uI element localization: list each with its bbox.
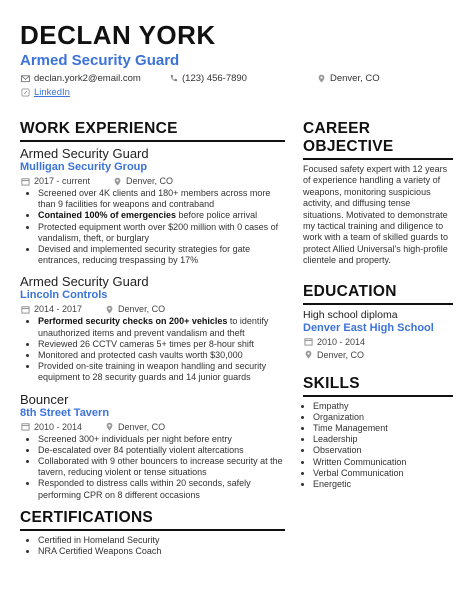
job-bullet [38,222,285,244]
bullet-text: Devised and implemented security strategies for gate entrances, reducing trespassing by 17% [38,244,251,266]
right-column [303,120,453,490]
skills-heading: SKILLS [303,374,360,392]
bullet-bold: Contained 100% of emergencies [38,210,177,221]
location-icon [112,176,122,186]
phone-icon [168,74,178,84]
bullet-text: Protected equipment worth over $200 million with 0 cases of vandalism, theft, or burglary [38,221,279,243]
job-entry [20,146,285,266]
job-bullets [20,434,285,501]
job-bullets [20,188,285,266]
bullet-text: Responded to distress calls within 20 seconds, safely performing CPR on 8 different occasions [38,478,251,500]
career-objective-heading-1: CAREER [303,120,371,137]
location-icon [303,350,313,360]
skill-item: • Observation [313,445,453,456]
link-icon [20,88,30,98]
career-objective-text: Focused safety expert with 12 years of experience handling a variety of weapons, monitoring suspicious activity, and diffusing tense situations. Motivated to demonstrate my tactical training and diligence to work with a team of skilled guards to protect Allied Universal's high-profile clientele and property. [303,164,449,266]
job-location: Denver, CO [126,176,174,186]
education-location: Denver, CO [317,349,365,360]
job-location: Denver, CO [118,421,166,432]
linkedin-text[interactable]: LinkedIn [34,87,70,98]
email-contact [20,73,141,84]
job-title: Bouncer [20,391,69,407]
certifications-heading: CERTIFICATIONS [20,508,154,526]
phone-text: (123) 456-7890 [182,73,247,84]
skill-item: • Written Communication [313,457,453,468]
job-bullet [38,244,285,266]
bullet-text: Screened over 4K clients and 180+ members across more than 9 facilities for weapons and contraband [38,188,271,210]
section-rule [303,303,453,305]
bullet-text: Collaborated with 9 other bouncers to increase security at the tavern, reducing violent or tense situations [38,456,283,478]
skill-item: • Energetic [313,479,453,490]
calendar-icon [20,176,30,186]
job-dates: 2010 - 2014 [34,421,83,432]
job-bullet [38,350,285,361]
skills-list [303,401,453,491]
left-column [20,120,285,557]
email-icon [20,74,30,84]
job-meta [20,303,285,315]
linkedin-link[interactable] [20,87,70,98]
skill-item: • Verbal Communication [313,468,453,479]
bullet-text: Provided on-site training in weapon handling and security equipment to 28 security guards and 14 junior guards [38,361,267,383]
job-title: Armed Security Guard [20,146,149,161]
phone-contact [168,73,247,84]
work-experience-heading: WORK EXPERIENCE [20,120,178,137]
skill-item: • Time Management [313,423,453,434]
jobs-list [20,146,285,501]
job-title: Armed Security Guard [20,274,149,290]
section-rule [303,158,453,160]
candidate-name: DECLAN YORK [20,20,216,50]
skill-item: • Empathy [313,401,453,412]
location-icon [104,304,114,314]
job-bullet [38,478,285,500]
certifications-list [20,535,285,557]
education-location-row [303,349,453,361]
job-company: 8th Street Tavern [20,406,110,419]
job-bullet [38,188,285,210]
job-meta [20,421,285,433]
calendar-icon [20,422,30,432]
job-bullet [38,210,285,221]
job-entry [20,274,285,383]
job-bullets [20,316,285,383]
section-rule [303,395,453,397]
bullet-text: before police arrival [176,210,258,221]
bullet-text: De-escalated over 84 potentially violent altercations [38,444,244,455]
job-bullet [38,434,285,445]
education-school: Denver East High School [303,321,434,334]
calendar-icon [20,304,30,314]
education-dates: 2010 - 2014 [317,336,366,347]
education-heading: EDUCATION [303,282,397,300]
bullet-text: to identify unauthorized items and prevent vandalism and theft [38,316,269,338]
location-icon [316,74,326,84]
job-company: Mulligan Security Group [20,161,148,173]
location-text: Denver, CO [330,73,380,84]
section-rule [20,140,285,142]
job-bullet [38,456,285,478]
job-location: Denver, CO [118,304,166,315]
career-objective-heading-2: OBJECTIVE [303,138,394,155]
certification-item: • NRA Certified Weapons Coach [38,546,285,557]
bullet-text: Screened 300+ individuals per night before entry [38,433,232,444]
job-bullet [38,339,285,350]
job-dates: 2017 - current [34,176,91,186]
job-bullet [38,316,285,338]
location-contact [316,73,380,84]
job-company: Lincoln Controls [20,289,108,302]
job-meta [20,175,285,187]
job-entry [20,392,285,501]
certification-item: • Certified in Homeland Security [38,535,285,546]
bullet-text: Monitored and protected cash vaults worth $30,000 [38,350,243,361]
education-dates-row [303,336,453,348]
education-degree: High school diploma [303,308,398,321]
section-rule [20,529,285,531]
skill-item: • Leadership [313,434,453,445]
email-text[interactable]: declan.york2@email.com [34,73,141,84]
job-bullet [38,361,285,383]
skill-item: • Organization [313,412,453,423]
candidate-title: Armed Security Guard [20,52,180,69]
job-bullet [38,445,285,456]
bullet-bold: Performed security checks on 200+ vehicles [38,316,228,327]
location-icon [104,422,114,432]
calendar-icon [303,337,313,347]
bullet-text: Reviewed 26 CCTV cameras 5+ times per 8-hour shift [38,338,254,349]
job-dates: 2014 - 2017 [34,304,83,315]
